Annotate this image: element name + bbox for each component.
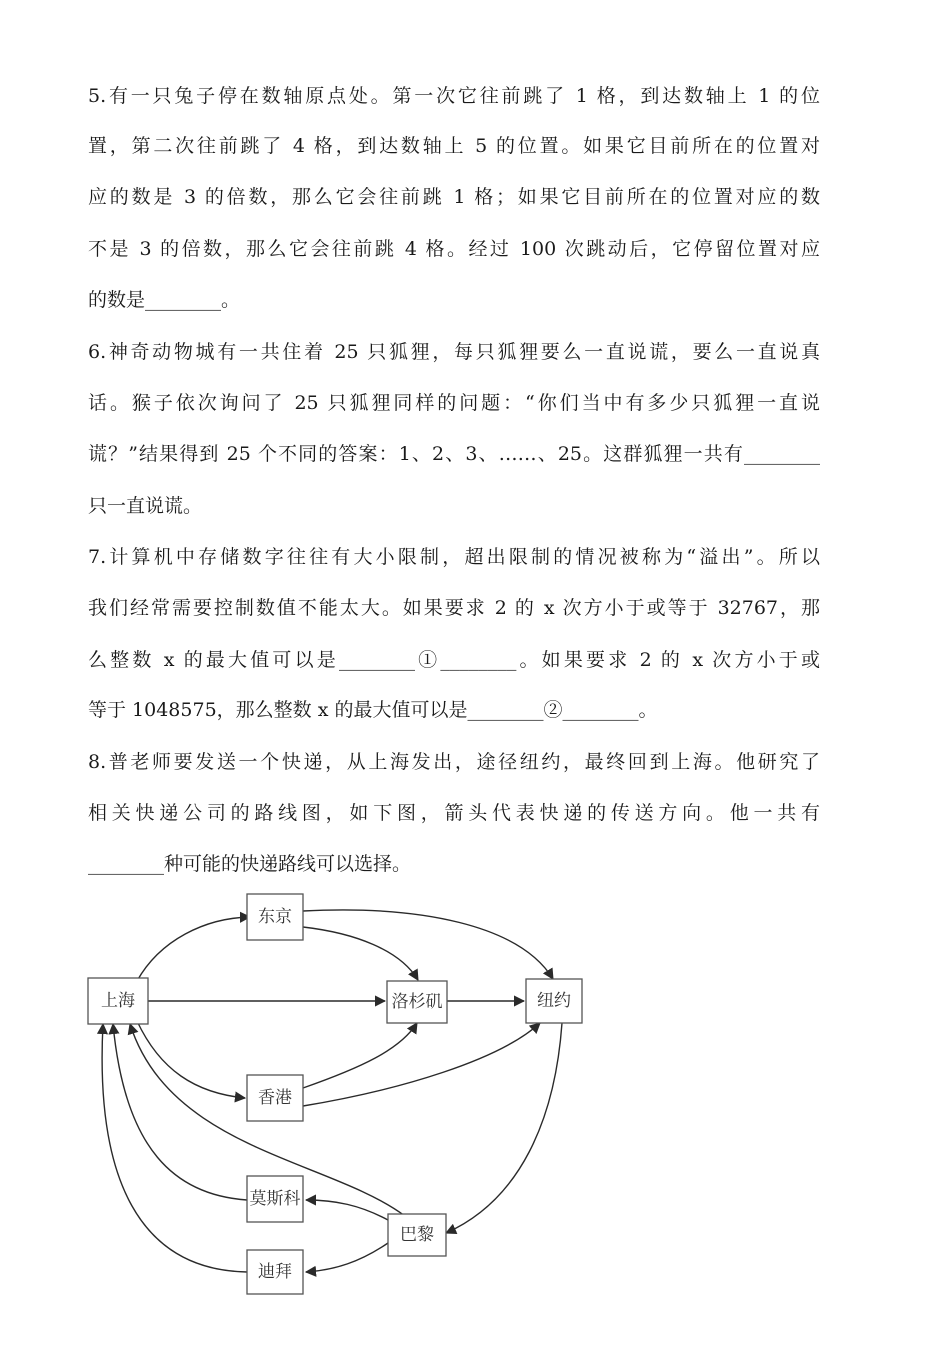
node-tokyo <box>247 894 303 940</box>
edge-paris-moscow <box>306 1200 388 1220</box>
q7-line-2: 我们经常需要控制数值不能太大。如果要求 2 的 x 次方小于或等于 32767，那 <box>88 597 820 619</box>
q6-line-1: 6.神奇动物城有一共住着 25 只狐狸，每只狐狸要么一直说谎，要么一直说真 <box>88 341 820 363</box>
q8-line-3: ________种可能的快递路线可以选择。 <box>88 853 412 875</box>
edge-paris-dubai <box>306 1243 388 1272</box>
edge-dubai-shanghai <box>102 1024 247 1272</box>
node-moscow-label: 莫斯科 <box>249 1189 301 1209</box>
q5-line-2: 置，第二次往前跳了 4 格，到达数轴上 5 的位置。如果它目前所在的位置对 <box>88 135 820 157</box>
q5-line-5: 的数是________。 <box>88 289 241 311</box>
node-shanghai <box>88 978 148 1024</box>
node-hongkong <box>247 1075 303 1121</box>
q7-line-1: 7.计算机中存储数字往往有大小限制，超出限制的情况被称为“溢出”。所以 <box>88 546 820 568</box>
q7-line-3: 么整数 x 的最大值可以是________①________。如果要求 2 的 x 次方小于或 <box>88 649 820 671</box>
q6-line-3: 谎？”结果得到 25 个不同的答案：1、2、3、……、25。这群狐狸一共有________ <box>88 443 820 465</box>
edge-hongkong-losangeles <box>303 1023 417 1088</box>
q6-line-4: 只一直说谎。 <box>88 495 203 517</box>
node-shanghai-label: 上海 <box>101 991 135 1011</box>
edge-moscow-shanghai <box>113 1024 247 1200</box>
node-losangeles <box>387 981 447 1023</box>
q5-line-4: 不是 3 的倍数，那么它会往前跳 4 格。经过 100 次跳动后，它停留位置对应 <box>88 238 820 260</box>
q8-line-2: 相关快递公司的路线图，如下图，箭头代表快递的传送方向。他一共有 <box>88 802 820 824</box>
node-dubai <box>247 1250 303 1294</box>
node-tokyo-label: 东京 <box>258 907 292 927</box>
edge-hongkong-newyork <box>303 1023 540 1106</box>
node-newyork-label: 纽约 <box>537 991 571 1011</box>
route-edges <box>102 910 562 1272</box>
node-paris <box>388 1214 446 1256</box>
edge-shanghai-hongkong <box>137 1021 245 1098</box>
edge-shanghai-tokyo <box>137 917 250 981</box>
node-moscow <box>247 1176 303 1222</box>
node-losangeles-label: 洛杉矶 <box>391 992 443 1012</box>
edge-newyork-paris <box>446 1023 562 1233</box>
q7-line-4: 等于 1048575，那么整数 x 的最大值可以是________②________。 <box>88 699 658 721</box>
q8-line-1: 8.普老师要发送一个快递，从上海发出，途径纽约，最终回到上海。他研究了 <box>88 751 820 773</box>
node-newyork <box>526 979 582 1023</box>
node-dubai-label: 迪拜 <box>258 1262 292 1282</box>
route-diagram <box>0 880 936 1358</box>
q5-line-1: 5.有一只兔子停在数轴原点处。第一次它往前跳了 1 格，到达数轴上 1 的位 <box>88 85 820 107</box>
q5-line-3: 应的数是 3 的倍数，那么它会往前跳 1 格；如果它目前所在的位置对应的数 <box>88 186 820 208</box>
q6-line-2: 话。猴子依次询问了 25 只狐狸同样的问题：“你们当中有多少只狐狸一直说 <box>88 392 820 414</box>
edge-tokyo-losangeles <box>303 927 418 980</box>
node-paris-label: 巴黎 <box>400 1225 434 1245</box>
node-hongkong-label: 香港 <box>258 1088 292 1108</box>
edge-tokyo-newyork <box>303 910 553 979</box>
